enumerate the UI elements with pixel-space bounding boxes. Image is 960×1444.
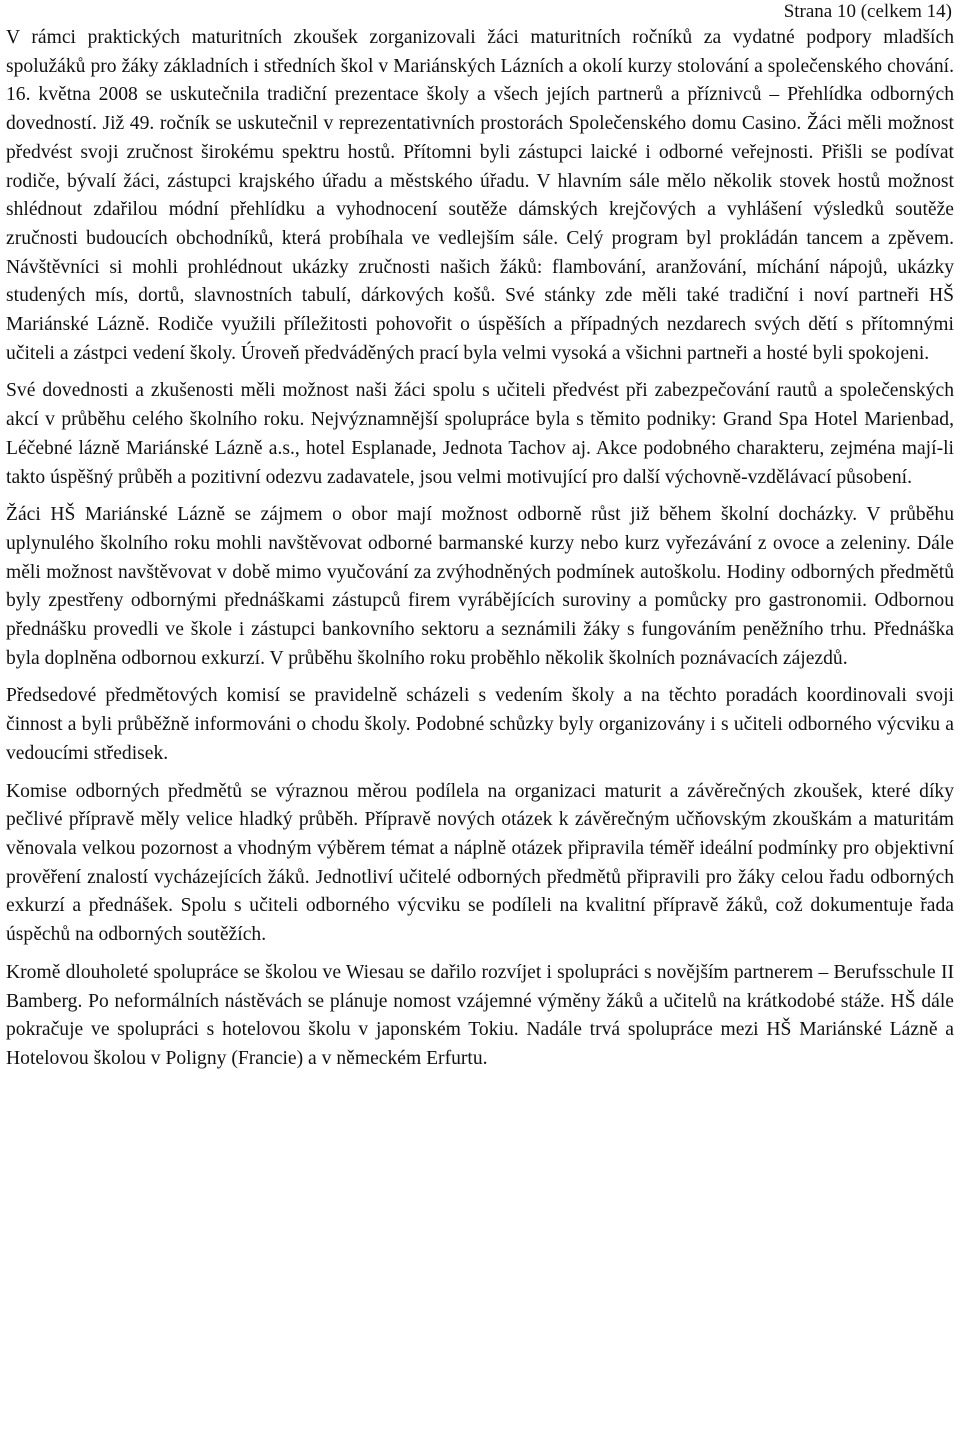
paragraph-school-events: V rámci praktických maturitních zkoušek zorganizovali žáci maturitních ročníků za vydatné podpory mladších spolužáků pro žáky základních i středních škol v Mariánských Lázních a okolí kurzy stolování a společenského chování. 16. května 2008 se uskutečnila tradiční prezentace školy a všech jejích partnerů a příznivců – Přehlídka odborných dovedností. Již 49. ročník se uskutečnil v reprezentativních prostorách Společenského domu Casino. Žáci měli možnost předvést svoji zručnost širokému spektru hostů. Přítomni byli zástupci laické i odborné veřejnosti. Přišli se podívat rodiče, bývalí žáci, zástupci krajského úřadu a městského úřadu. V hlavním sále mělo několik stovek hostů možnost shlédnout zdařilou módní přehlídku a vyhodnocení soutěže dámských krejčových a vyhlášení výsledků soutěže zručnosti budoucích obchodníků, která probíhala ve vedlejším sále. Celý program byl prokládán tancem a zpěvem. Návštěvníci si mohli prohlédnout ukázky zručnosti našich žáků: flambování, aranžování, míchání nápojů, ukázky studených mís, dortů, slavnostních tabulí, dárkových košů. Své stánky zde měli také tradiční i noví partneři HŠ Mariánské Lázně. Rodiče využili příležitosti pohovořit o úspěších a případných nezdarech svých dětí s přítomnými učiteli a zástpci vedení školy. Úroveň předváděných prací byla velmi vysoká a všichni partneři a hosté byli spokojeni.: [6, 27, 954, 364]
page-number: Strana 10 (celkem 14): [783, 1, 952, 22]
paragraph-skills-presentations: Své dovednosti a zkušenosti měli možnost naši žáci spolu s učiteli předvést při zabezpečování rautů a společenských akcí v průběhu celého školního roku. Nejvýznamnější spolupráce byla s těmito podniky: Grand Spa Hotel Marienbad, Léčebné lázně Mariánské Lázně a.s., hotel Esplanade, Jednota Tachov aj. Akce podobného charakteru, zejména mají-li takto úspěšný průběh a pozitivní odezvu zadavatele, jsou velmi motivující pro další výchovně-vzdělávací působení.: [6, 380, 954, 488]
paragraph-professional-subjects-committee: Komise odborných předmětů se výraznou měrou podílela na organizaci maturit a závěrečných zkoušek, které díky pečlivé přípravě měly velice hladký průběh. Přípravě nových otázek k závěrečným učňovským zkouškám a maturitám věnovala velkou pozornost a vhodným výběrem témat a náplně otázek připravila téměř ideální podmínky pro objektivní prověření znalostí vycházejících žáků. Jednotliví učitelé odborných předmětů připravili pro žáky celou řadu odborných exkurzí a přednášek. Spolu s učiteli odborného výcviku se podíleli na kvalitní přípravě žáků, což dokumentuje řada úspěchů na odborných soutěžích.: [6, 780, 954, 946]
paragraph-subject-committees: Předsedové předmětových komisí se pravidelně scházeli s vedením školy a na těchto poradách koordinovali svoji činnost a byli průběžně informováni o chodu školy. Podobné schůzky byly organizovány i s učiteli odborného výcviku a vedoucími středisek.: [6, 685, 954, 764]
paragraph-international-cooperation: Kromě dlouholeté spolupráce se školou ve Wiesau se dařilo rozvíjet i spolupráci s novějším partnerem – Berufsschule II Bamberg. Po neformálních nástěvách se plánuje nomost vzájemné výměny žáků a učitelů na krátkodobé stáže. HŠ dále pokračuje ve spolupráci s hotelovou školu v japonském Tokiu. Nadále trvá spolupráce mezi HŠ Mariánské Lázně a Hotelovou školou v Poligny (Francie) a v německém Erfurtu.: [6, 961, 954, 1069]
paragraph-student-development: Žáci HŠ Mariánské Lázně se zájmem o obor mají možnost odborně růst již během školní docházky. V průběhu uplynulého školního roku mohli navštěvovat odborné barmanské kurzy nebo kurz vyřezávání z ovoce a zeleniny. Dále měli možnost navštěvovat v době mimo vyučování za zvýhodněných podmínek autoškolu. Hodiny odborných předmětů byly zpestřeny odbornými přednáškami zástupců firem vyrábějících suroviny a pomůcky pro gastronomii. Odbornou přednášku provedli ve škole i zástupci bankovního sektoru a seznámili žáky s fungováním peněžního trhu. Přednáška byla doplněna odbornou exkurzí. V průběhu školního roku proběhlo několik školních poznávacích zájezdů.: [6, 504, 954, 669]
